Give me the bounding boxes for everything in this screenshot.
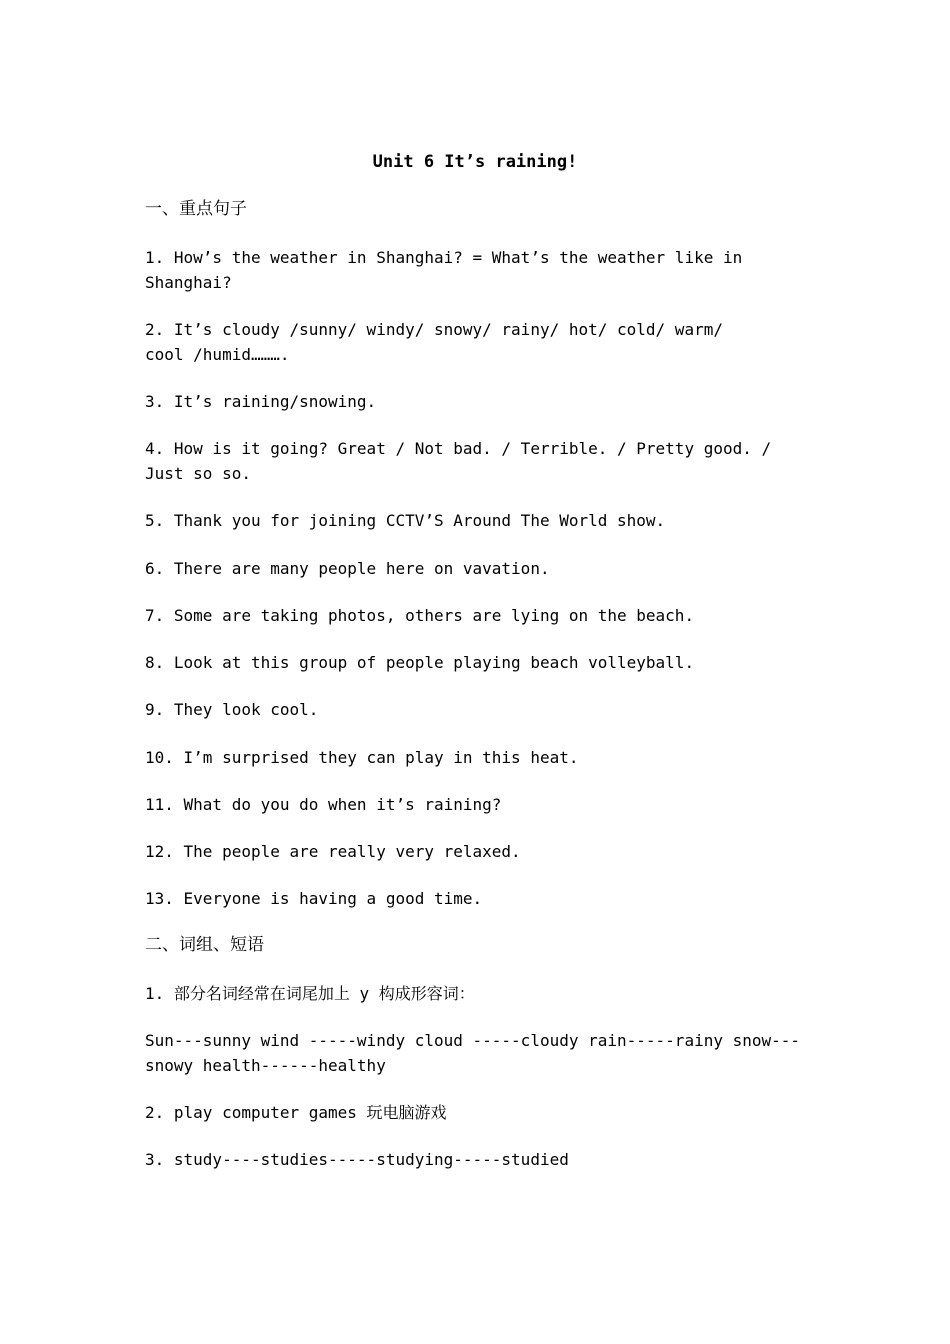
sentence-10: 10. I’m surprised they can play in this heat. [145,748,579,767]
phrase-2: 2. play computer games 玩电脑游戏 [145,1103,447,1122]
sentence-9: 9. They look cool. [145,700,319,719]
sentence-7: 7. Some are taking photos, others are lying on the beach. [145,606,695,625]
sentence-2-line-2: cool /humid………. [145,345,290,364]
sentence-1-line-2: Shanghai? [145,273,232,292]
sentence-4-line-2: Just so so. [145,464,251,483]
sentence-11: 11. What do you do when it’s raining? [145,795,502,814]
sentence-2-line-1: 2. It’s cloudy /sunny/ windy/ snowy/ rainy/ hot/ cold/ warm/ [145,320,723,339]
phrase-1: 1. 部分名词经常在词尾加上 y 构成形容词： [145,984,475,1003]
sentence-13: 13. Everyone is having a good time. [145,889,483,908]
section-heading-phrases: 二、词组、短语 [145,935,264,955]
sentence-8: 8. Look at this group of people playing beach volleyball. [145,653,695,672]
phrase-1-words-line-1: Sun---sunny wind -----windy cloud -----cloudy rain-----rainy snow--- [145,1031,801,1050]
sentence-4-line-1: 4. How is it going? Great / Not bad. / Terrible. / Pretty good. / [145,439,772,458]
phrase-3: 3. study----studies-----studying-----studied [145,1150,569,1169]
sentence-1-line-1: 1. How’s the weather in Shanghai? = What’s the weather like in [145,248,743,267]
sentence-5: 5. Thank you for joining CCTV’S Around The World show. [145,511,666,530]
phrase-1-words-line-2: snowy health------healthy [145,1056,386,1075]
section-heading-key-sentences: 一、重点句子 [145,199,247,219]
document-title: Unit 6 It’s raining! [372,152,578,172]
sentence-3: 3. It’s raining/snowing. [145,392,377,411]
sentence-12: 12. The people are really very relaxed. [145,842,521,861]
sentence-6: 6. There are many people here on vavation. [145,559,550,578]
